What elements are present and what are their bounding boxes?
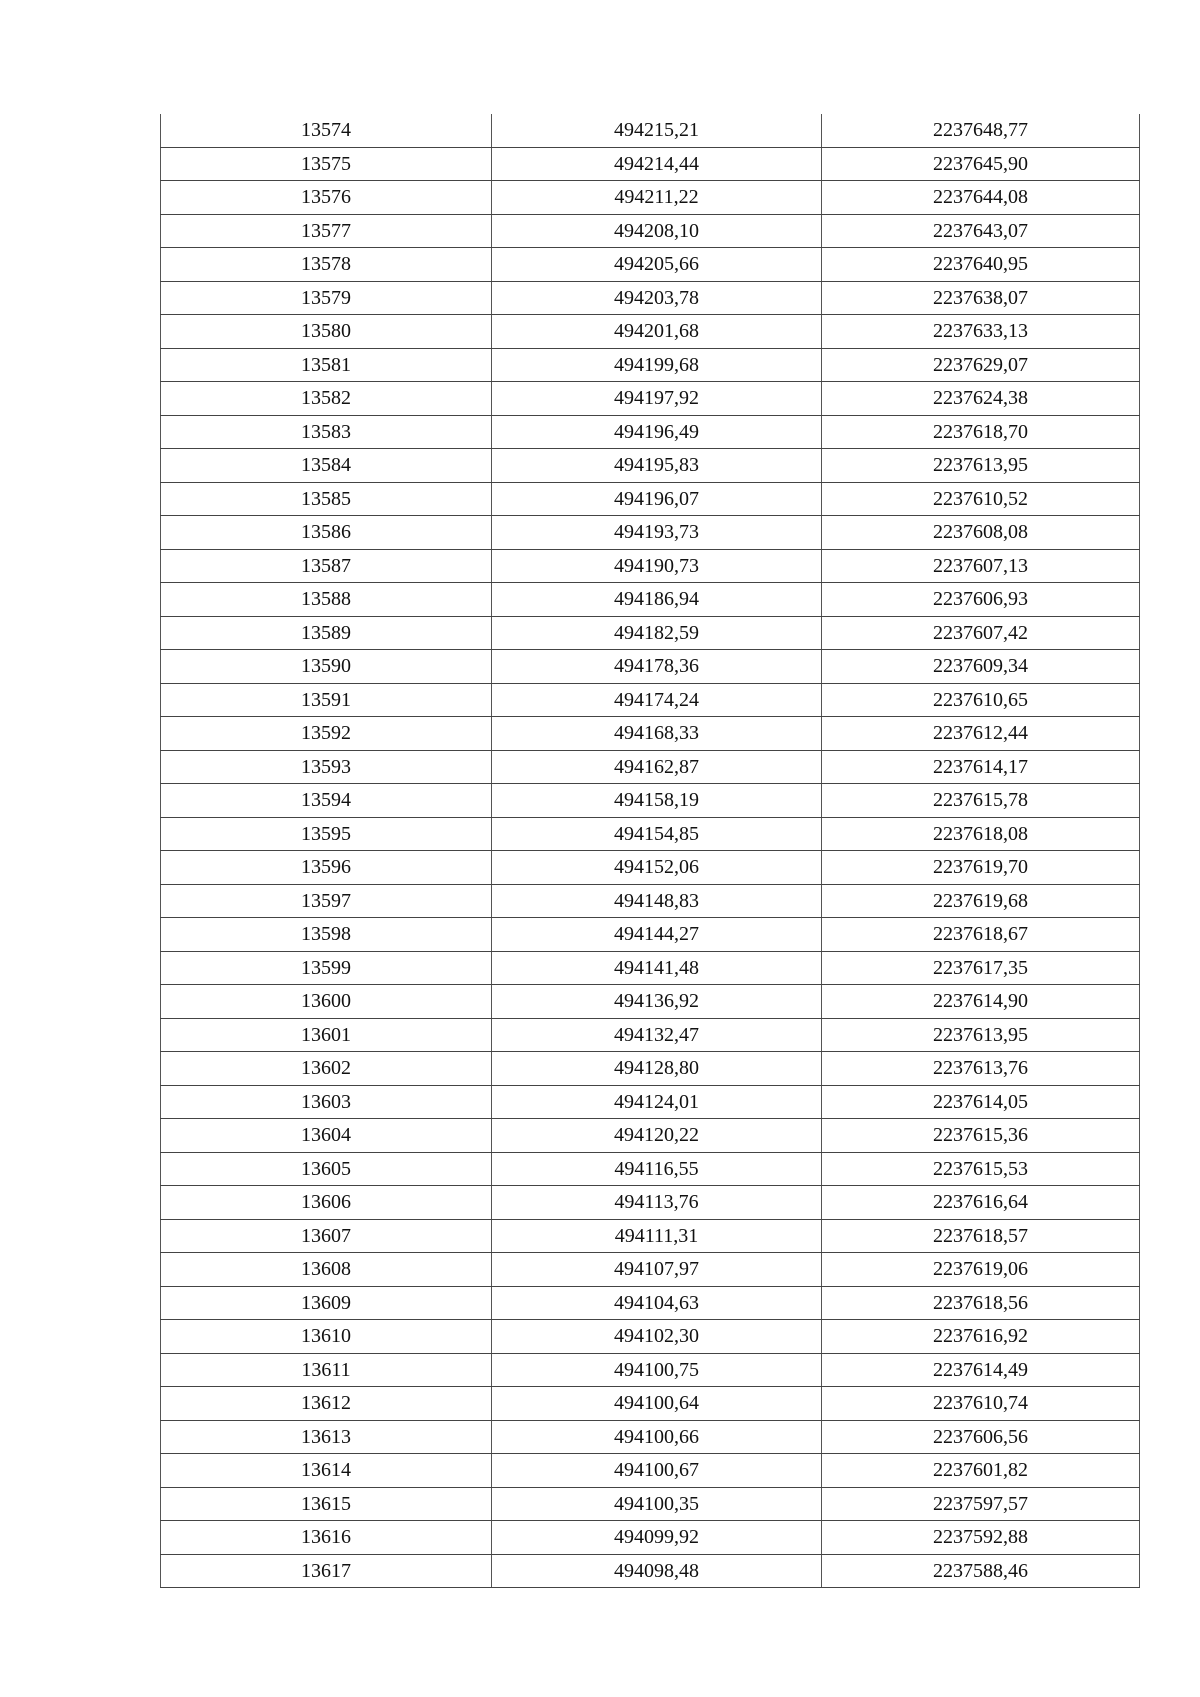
- table-row: [161, 884, 1140, 918]
- table-row: [161, 449, 1140, 483]
- point-number-cell: 13617: [161, 1554, 492, 1588]
- y-coordinate-cell: 2237643,07: [822, 214, 1140, 248]
- point-number-cell: 13574: [161, 114, 492, 147]
- y-coordinate-cell: 2237645,90: [822, 147, 1140, 181]
- y-coordinate-cell: 2237609,34: [822, 650, 1140, 684]
- coordinate-table: [160, 114, 1140, 1588]
- point-number-cell: 13614: [161, 1454, 492, 1488]
- point-number-cell: 13579: [161, 281, 492, 315]
- coordinate-table-body: [161, 114, 1140, 1588]
- table-row: [161, 1186, 1140, 1220]
- y-coordinate-cell: 2237619,70: [822, 851, 1140, 885]
- table-row: [161, 1085, 1140, 1119]
- point-number-cell: 13609: [161, 1286, 492, 1320]
- y-coordinate-cell: 2237618,56: [822, 1286, 1140, 1320]
- point-number-cell: 13605: [161, 1152, 492, 1186]
- point-number-cell: 13595: [161, 817, 492, 851]
- table-row: [161, 1052, 1140, 1086]
- x-coordinate-cell: 494141,48: [492, 951, 822, 985]
- y-coordinate-cell: 2237638,07: [822, 281, 1140, 315]
- x-coordinate-cell: 494196,07: [492, 482, 822, 516]
- y-coordinate-cell: 2237610,74: [822, 1387, 1140, 1421]
- table-row: [161, 482, 1140, 516]
- table-row: [161, 1454, 1140, 1488]
- x-coordinate-cell: 494211,22: [492, 181, 822, 215]
- x-coordinate-cell: 494148,83: [492, 884, 822, 918]
- point-number-cell: 13589: [161, 616, 492, 650]
- point-number-cell: 13575: [161, 147, 492, 181]
- table-row: [161, 1320, 1140, 1354]
- point-number-cell: 13612: [161, 1387, 492, 1421]
- table-row: [161, 214, 1140, 248]
- y-coordinate-cell: 2237597,57: [822, 1487, 1140, 1521]
- y-coordinate-cell: 2237601,82: [822, 1454, 1140, 1488]
- x-coordinate-cell: 494205,66: [492, 248, 822, 282]
- x-coordinate-cell: 494186,94: [492, 583, 822, 617]
- x-coordinate-cell: 494100,67: [492, 1454, 822, 1488]
- table-row: [161, 1018, 1140, 1052]
- x-coordinate-cell: 494100,66: [492, 1420, 822, 1454]
- y-coordinate-cell: 2237618,70: [822, 415, 1140, 449]
- x-coordinate-cell: 494196,49: [492, 415, 822, 449]
- y-coordinate-cell: 2237629,07: [822, 348, 1140, 382]
- x-coordinate-cell: 494174,24: [492, 683, 822, 717]
- y-coordinate-cell: 2237613,76: [822, 1052, 1140, 1086]
- point-number-cell: 13590: [161, 650, 492, 684]
- point-number-cell: 13610: [161, 1320, 492, 1354]
- y-coordinate-cell: 2237616,92: [822, 1320, 1140, 1354]
- table-row: [161, 315, 1140, 349]
- x-coordinate-cell: 494111,31: [492, 1219, 822, 1253]
- point-number-cell: 13600: [161, 985, 492, 1019]
- y-coordinate-cell: 2237619,06: [822, 1253, 1140, 1287]
- point-number-cell: 13592: [161, 717, 492, 751]
- y-coordinate-cell: 2237640,95: [822, 248, 1140, 282]
- table-row: [161, 1219, 1140, 1253]
- x-coordinate-cell: 494120,22: [492, 1119, 822, 1153]
- x-coordinate-cell: 494100,35: [492, 1487, 822, 1521]
- x-coordinate-cell: 494100,75: [492, 1353, 822, 1387]
- table-row: [161, 817, 1140, 851]
- y-coordinate-cell: 2237618,67: [822, 918, 1140, 952]
- y-coordinate-cell: 2237617,35: [822, 951, 1140, 985]
- point-number-cell: 13581: [161, 348, 492, 382]
- x-coordinate-cell: 494195,83: [492, 449, 822, 483]
- point-number-cell: 13588: [161, 583, 492, 617]
- x-coordinate-cell: 494136,92: [492, 985, 822, 1019]
- x-coordinate-cell: 494201,68: [492, 315, 822, 349]
- y-coordinate-cell: 2237644,08: [822, 181, 1140, 215]
- y-coordinate-cell: 2237624,38: [822, 382, 1140, 416]
- x-coordinate-cell: 494158,19: [492, 784, 822, 818]
- x-coordinate-cell: 494154,85: [492, 817, 822, 851]
- point-number-cell: 13585: [161, 482, 492, 516]
- table-row: [161, 750, 1140, 784]
- x-coordinate-cell: 494152,06: [492, 851, 822, 885]
- table-row: [161, 1554, 1140, 1588]
- point-number-cell: 13593: [161, 750, 492, 784]
- point-number-cell: 13611: [161, 1353, 492, 1387]
- table-row: [161, 1521, 1140, 1555]
- x-coordinate-cell: 494193,73: [492, 516, 822, 550]
- y-coordinate-cell: 2237607,13: [822, 549, 1140, 583]
- x-coordinate-cell: 494190,73: [492, 549, 822, 583]
- table-row: [161, 1152, 1140, 1186]
- point-number-cell: 13587: [161, 549, 492, 583]
- y-coordinate-cell: 2237608,08: [822, 516, 1140, 550]
- point-number-cell: 13603: [161, 1085, 492, 1119]
- point-number-cell: 13616: [161, 1521, 492, 1555]
- x-coordinate-cell: 494182,59: [492, 616, 822, 650]
- point-number-cell: 13599: [161, 951, 492, 985]
- table-row: [161, 717, 1140, 751]
- y-coordinate-cell: 2237614,05: [822, 1085, 1140, 1119]
- y-coordinate-cell: 2237614,90: [822, 985, 1140, 1019]
- point-number-cell: 13607: [161, 1219, 492, 1253]
- point-number-cell: 13582: [161, 382, 492, 416]
- x-coordinate-cell: 494132,47: [492, 1018, 822, 1052]
- x-coordinate-cell: 494178,36: [492, 650, 822, 684]
- point-number-cell: 13597: [161, 884, 492, 918]
- table-row: [161, 1487, 1140, 1521]
- y-coordinate-cell: 2237613,95: [822, 449, 1140, 483]
- table-row: [161, 147, 1140, 181]
- x-coordinate-cell: 494168,33: [492, 717, 822, 751]
- y-coordinate-cell: 2237633,13: [822, 315, 1140, 349]
- x-coordinate-cell: 494100,64: [492, 1387, 822, 1421]
- point-number-cell: 13601: [161, 1018, 492, 1052]
- y-coordinate-cell: 2237614,49: [822, 1353, 1140, 1387]
- y-coordinate-cell: 2237619,68: [822, 884, 1140, 918]
- y-coordinate-cell: 2237610,52: [822, 482, 1140, 516]
- point-number-cell: 13583: [161, 415, 492, 449]
- table-row: [161, 382, 1140, 416]
- table-row: [161, 1420, 1140, 1454]
- x-coordinate-cell: 494104,63: [492, 1286, 822, 1320]
- x-coordinate-cell: 494102,30: [492, 1320, 822, 1354]
- table-row: [161, 583, 1140, 617]
- x-coordinate-cell: 494099,92: [492, 1521, 822, 1555]
- x-coordinate-cell: 494144,27: [492, 918, 822, 952]
- point-number-cell: 13584: [161, 449, 492, 483]
- y-coordinate-cell: 2237615,78: [822, 784, 1140, 818]
- x-coordinate-cell: 494107,97: [492, 1253, 822, 1287]
- y-coordinate-cell: 2237614,17: [822, 750, 1140, 784]
- point-number-cell: 13577: [161, 214, 492, 248]
- y-coordinate-cell: 2237615,53: [822, 1152, 1140, 1186]
- table-row: [161, 616, 1140, 650]
- table-row: [161, 114, 1140, 147]
- x-coordinate-cell: 494215,21: [492, 114, 822, 147]
- table-row: [161, 248, 1140, 282]
- table-row: [161, 683, 1140, 717]
- x-coordinate-cell: 494208,10: [492, 214, 822, 248]
- point-number-cell: 13578: [161, 248, 492, 282]
- table-row: [161, 348, 1140, 382]
- table-row: [161, 549, 1140, 583]
- x-coordinate-cell: 494214,44: [492, 147, 822, 181]
- point-number-cell: 13606: [161, 1186, 492, 1220]
- x-coordinate-cell: 494113,76: [492, 1186, 822, 1220]
- table-row: [161, 650, 1140, 684]
- point-number-cell: 13604: [161, 1119, 492, 1153]
- table-row: [161, 1387, 1140, 1421]
- x-coordinate-cell: 494203,78: [492, 281, 822, 315]
- table-row: [161, 1119, 1140, 1153]
- table-row: [161, 851, 1140, 885]
- x-coordinate-cell: 494128,80: [492, 1052, 822, 1086]
- point-number-cell: 13598: [161, 918, 492, 952]
- x-coordinate-cell: 494162,87: [492, 750, 822, 784]
- table-row: [161, 516, 1140, 550]
- table-row: [161, 1286, 1140, 1320]
- y-coordinate-cell: 2237648,77: [822, 114, 1140, 147]
- y-coordinate-cell: 2237618,57: [822, 1219, 1140, 1253]
- point-number-cell: 13586: [161, 516, 492, 550]
- y-coordinate-cell: 2237615,36: [822, 1119, 1140, 1153]
- table-row: [161, 1353, 1140, 1387]
- x-coordinate-cell: 494124,01: [492, 1085, 822, 1119]
- y-coordinate-cell: 2237607,42: [822, 616, 1140, 650]
- point-number-cell: 13613: [161, 1420, 492, 1454]
- y-coordinate-cell: 2237592,88: [822, 1521, 1140, 1555]
- point-number-cell: 13594: [161, 784, 492, 818]
- point-number-cell: 13591: [161, 683, 492, 717]
- x-coordinate-cell: 494116,55: [492, 1152, 822, 1186]
- y-coordinate-cell: 2237612,44: [822, 717, 1140, 751]
- y-coordinate-cell: 2237588,46: [822, 1554, 1140, 1588]
- y-coordinate-cell: 2237618,08: [822, 817, 1140, 851]
- y-coordinate-cell: 2237613,95: [822, 1018, 1140, 1052]
- point-number-cell: 13596: [161, 851, 492, 885]
- point-number-cell: 13576: [161, 181, 492, 215]
- point-number-cell: 13580: [161, 315, 492, 349]
- y-coordinate-cell: 2237606,93: [822, 583, 1140, 617]
- table-row: [161, 985, 1140, 1019]
- table-row: [161, 951, 1140, 985]
- y-coordinate-cell: 2237616,64: [822, 1186, 1140, 1220]
- table-row: [161, 918, 1140, 952]
- point-number-cell: 13615: [161, 1487, 492, 1521]
- point-number-cell: 13602: [161, 1052, 492, 1086]
- point-number-cell: 13608: [161, 1253, 492, 1287]
- table-row: [161, 281, 1140, 315]
- table-row: [161, 181, 1140, 215]
- table-row: [161, 784, 1140, 818]
- x-coordinate-cell: 494098,48: [492, 1554, 822, 1588]
- y-coordinate-cell: 2237610,65: [822, 683, 1140, 717]
- x-coordinate-cell: 494199,68: [492, 348, 822, 382]
- x-coordinate-cell: 494197,92: [492, 382, 822, 416]
- table-row: [161, 415, 1140, 449]
- table-row: [161, 1253, 1140, 1287]
- y-coordinate-cell: 2237606,56: [822, 1420, 1140, 1454]
